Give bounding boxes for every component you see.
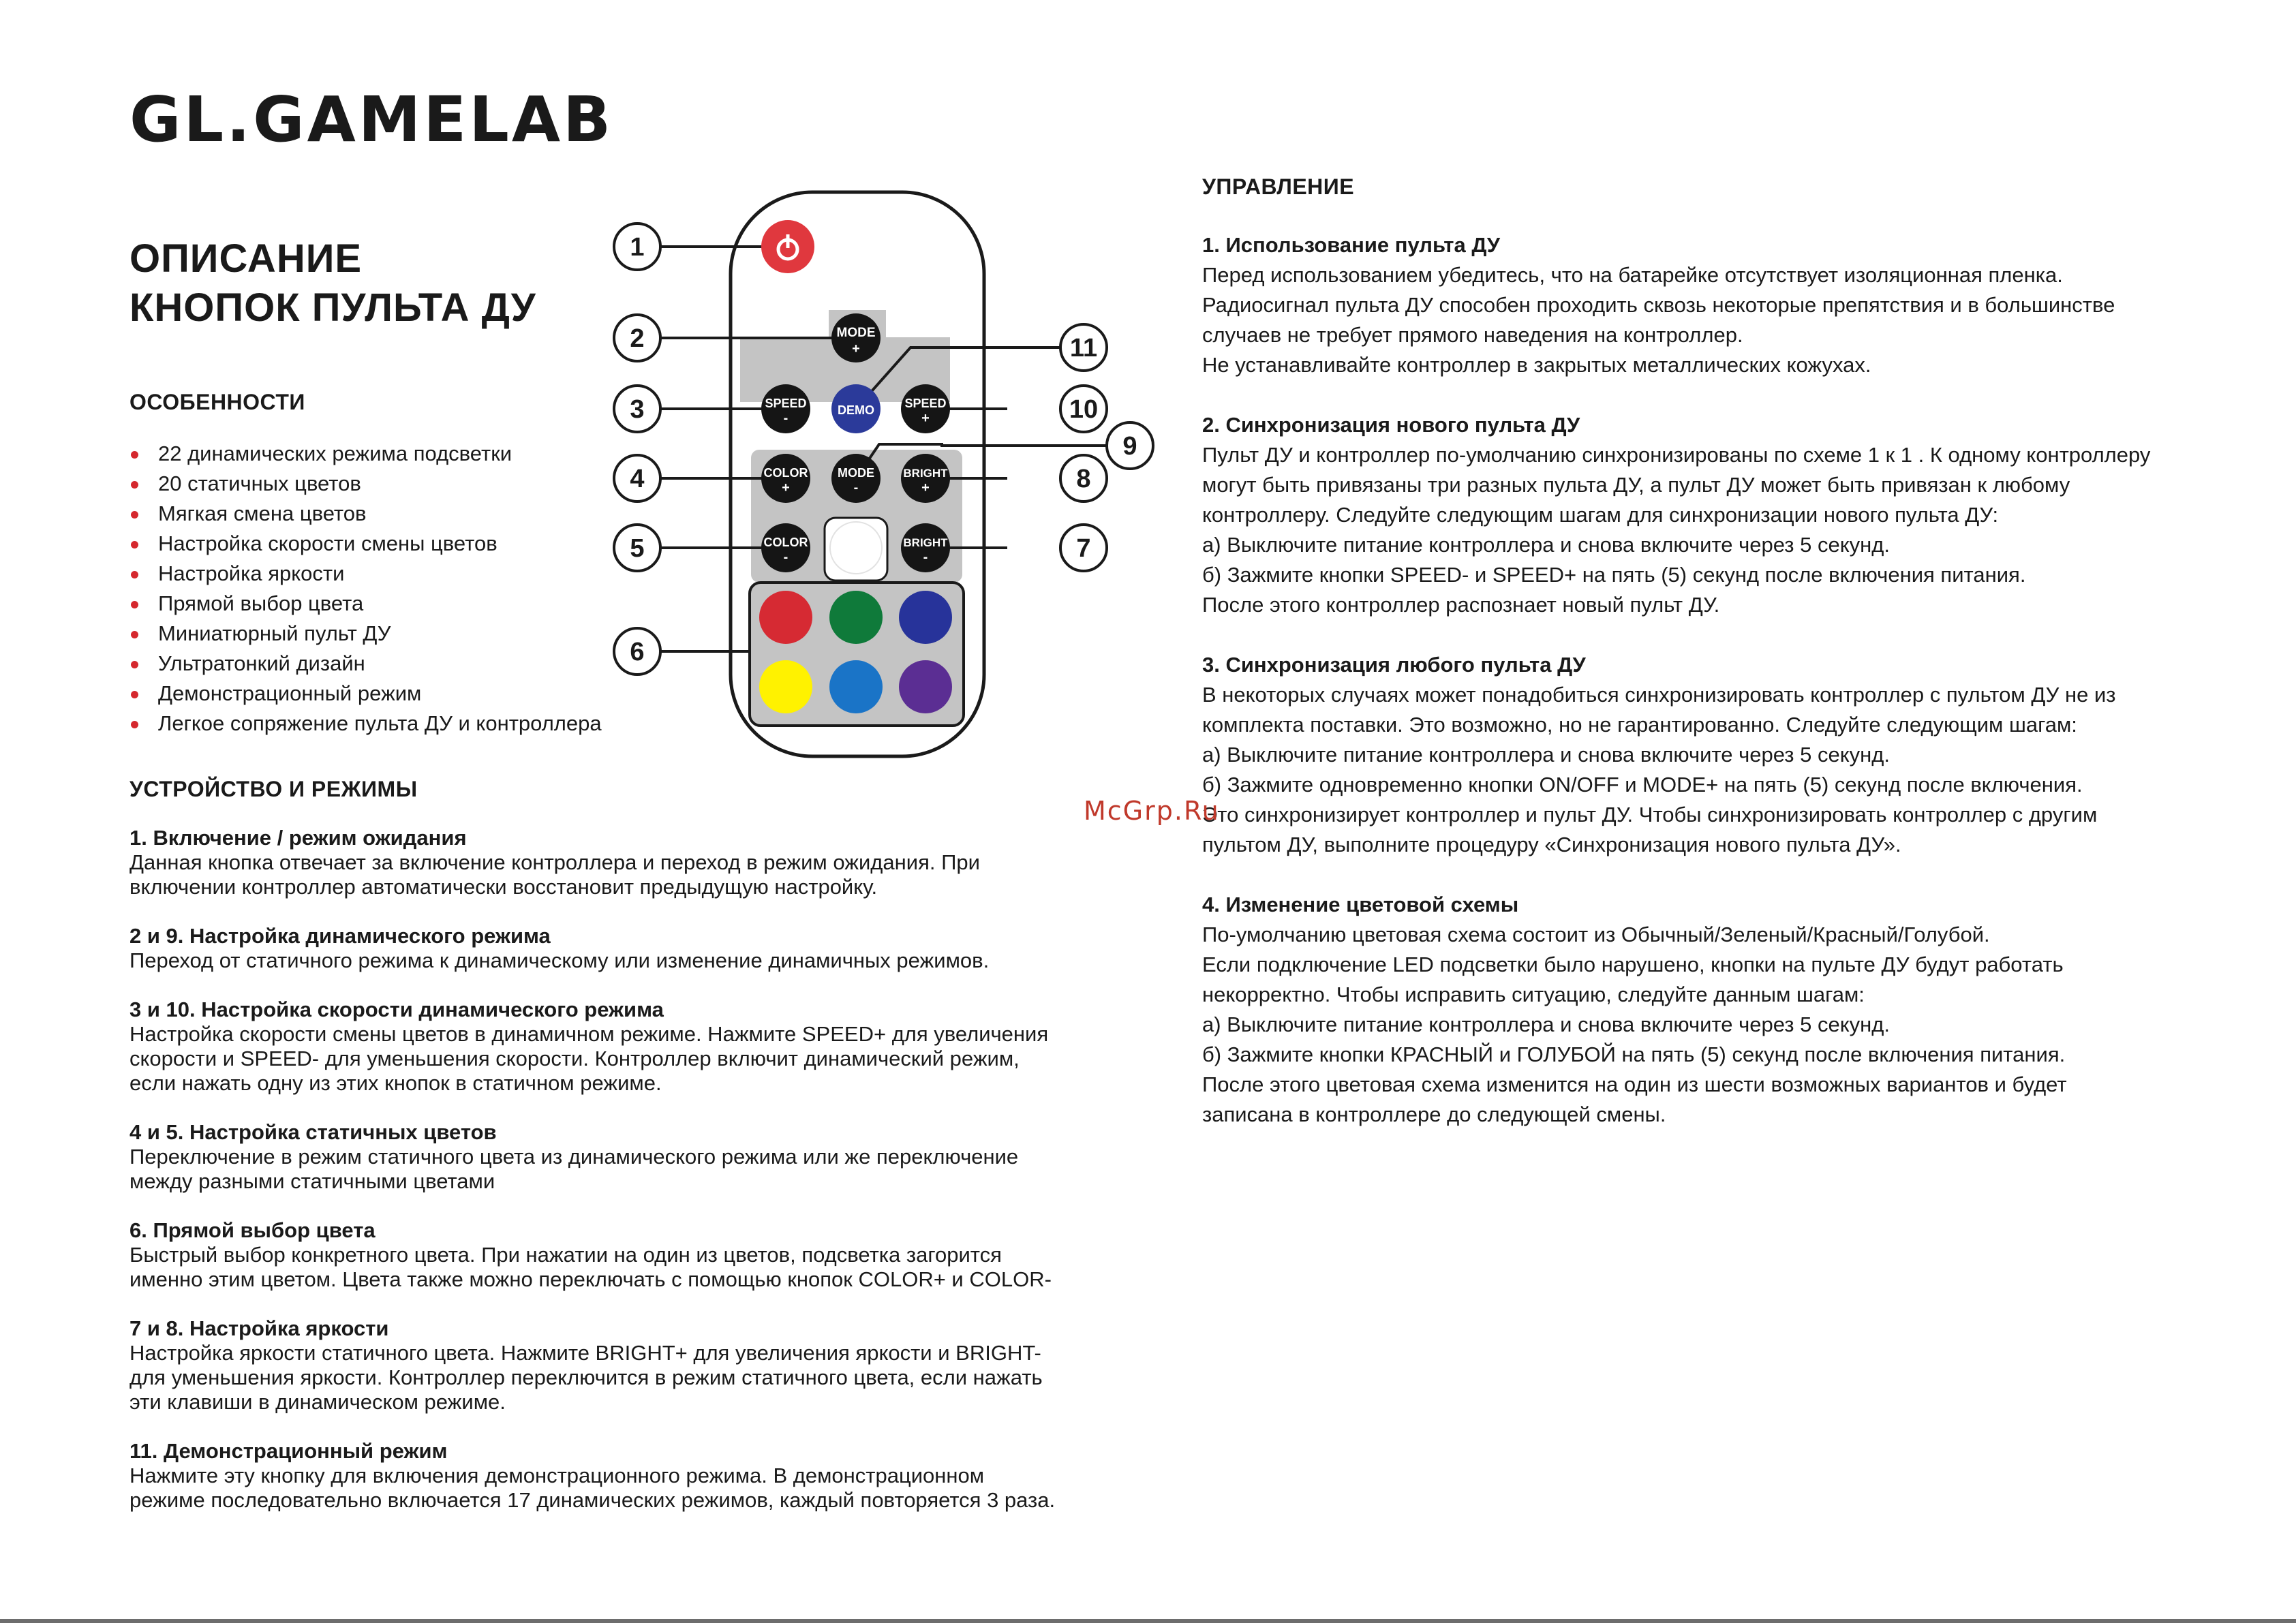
- device-section: [129, 1120, 1138, 1194]
- brand-logo: [129, 83, 614, 156]
- device-section: [129, 998, 1138, 1096]
- control-section-line: Не устанавливайте контроллер в закрытых металлических кожухах.: [1202, 353, 1871, 377]
- callout-1: 1: [630, 233, 645, 262]
- control-section-title: 1. Использование пульта ДУ: [1202, 233, 1501, 257]
- device-section-line: Нажмите эту кнопку для включения демонстрационного режима. В демонстрационном: [129, 1464, 985, 1487]
- device-section-title: 2 и 9. Настройка динамического режима: [129, 924, 551, 948]
- light-blue-button[interactable]: [829, 660, 883, 713]
- color-minus-button[interactable]: [761, 523, 810, 572]
- speed-plus-label: SPEED: [904, 397, 947, 410]
- device-section-line: Переключение в режим статичного цвета из динамического режима или же переключение: [129, 1145, 1019, 1169]
- control-sections: [1202, 230, 2224, 1160]
- bright-minus-label: BRIGHT: [903, 536, 948, 549]
- white-button[interactable]: [825, 518, 887, 581]
- bright-minus-sign: -: [923, 550, 928, 565]
- mode-minus-button[interactable]: [831, 454, 881, 503]
- purple-button[interactable]: [899, 660, 952, 713]
- mode-minus-label: MODE: [838, 466, 874, 480]
- control-section: [1202, 890, 2224, 1130]
- control-section-line: Радиосигнал пульта ДУ способен проходить сквозь некоторые препятствия и в большинстве: [1202, 293, 2115, 317]
- device-sections: [129, 826, 1138, 1537]
- feature-item: Демонстрационный режим: [129, 679, 602, 709]
- control-section: [1202, 230, 2224, 380]
- blue-button[interactable]: [899, 591, 952, 644]
- control-section-line: Если подключение LED подсветки было нарушено, кнопки на пульте ДУ будут работать: [1202, 953, 2064, 976]
- device-section-line: Данная кнопка отвечает за включение контроллера и переход в режим ожидания. При: [129, 850, 980, 874]
- device-heading: УСТРОЙСТВО И РЕЖИМЫ: [129, 777, 418, 801]
- device-section-title: 6. Прямой выбор цвета: [129, 1218, 376, 1242]
- control-section-line: записана в контроллере до следующей смены.: [1202, 1102, 1666, 1126]
- device-section-line: режиме последовательно включается 17 динамических режимов, каждый повторяется 3 раза.: [129, 1488, 1056, 1512]
- bright-minus-button[interactable]: [901, 523, 950, 572]
- color-minus-label: COLOR: [763, 536, 808, 549]
- control-section-line: Перед использованием убедитесь, что на батарейке отсутствует изоляционная пленка.: [1202, 263, 2063, 287]
- color-plus-label: COLOR: [763, 466, 808, 480]
- feature-item: 20 статичных цветов: [129, 469, 602, 499]
- feature-item: Прямой выбор цвета: [129, 589, 602, 619]
- yellow-button[interactable]: [759, 660, 812, 713]
- callout-9: 9: [1122, 432, 1137, 461]
- device-section-line: Быстрый выбор конкретного цвета. При нажатии на один из цветов, подсветка загорится: [129, 1243, 1002, 1267]
- callout-7: 7: [1076, 534, 1091, 563]
- device-section-title: 11. Демонстрационный режим: [129, 1439, 448, 1463]
- control-section-line: а) Выключите питание контроллера и снова включите через 5 секунд.: [1202, 1013, 1890, 1036]
- feature-item: 22 динамических режима подсветки: [129, 439, 602, 469]
- callout-8: 8: [1076, 465, 1091, 493]
- control-section-line: пультом ДУ, выполните процедуру «Синхронизация нового пульта ДУ».: [1202, 833, 1901, 856]
- callout-2: 2: [630, 324, 645, 353]
- page-title-line-2: КНОПОК ПУЛЬТА ДУ: [129, 285, 536, 330]
- mode-plus-button[interactable]: [831, 313, 881, 362]
- speed-plus-sign: +: [921, 411, 930, 426]
- mode-plus-label: MODE: [836, 326, 876, 340]
- device-section: [129, 1439, 1138, 1513]
- demo-label: DEMO: [838, 403, 874, 417]
- mode-minus-sign: -: [853, 480, 859, 495]
- bottom-rule: [0, 1619, 2296, 1623]
- control-section-line: комплекта поставки. Это возможно, но не гарантированно. Следуйте следующим шагам:: [1202, 713, 2077, 737]
- page-title-line-1: ОПИСАНИЕ: [129, 236, 363, 281]
- control-section-title: 3. Синхронизация любого пульта ДУ: [1202, 653, 1586, 677]
- watermark: McGrp.Ru: [1084, 796, 1220, 826]
- device-section-line: между разными статичными цветами: [129, 1169, 495, 1193]
- feature-item: Миниатюрный пульт ДУ: [129, 619, 602, 649]
- callout-10: 10: [1069, 395, 1099, 424]
- device-section-line: Переход от статичного режима к динамическому или изменение динамичных режимов.: [129, 948, 990, 972]
- control-section-line: После этого контроллер распознает новый пульт ДУ.: [1202, 593, 1720, 617]
- callout-6: 6: [630, 638, 645, 666]
- control-section-line: б) Зажмите кнопки SPEED- и SPEED+ на пять (5) секунд после включения питания.: [1202, 563, 2026, 587]
- bright-plus-label: BRIGHT: [903, 467, 948, 480]
- device-section-title: 3 и 10. Настройка скорости динамического режима: [129, 998, 664, 1021]
- control-section-line: б) Зажмите кнопки КРАСНЫЙ и ГОЛУБОЙ на пять (5) секунд после включения питания.: [1202, 1042, 2066, 1066]
- control-heading: УПРАВЛЕНИЕ: [1202, 174, 1355, 199]
- mode-plus-sign: +: [852, 341, 860, 356]
- speed-minus-sign: -: [783, 411, 789, 426]
- device-section-line: эти клавиши в динамическом режиме.: [129, 1390, 506, 1414]
- feature-item: Настройка скорости смены цветов: [129, 529, 602, 559]
- demo-button[interactable]: [831, 384, 881, 433]
- control-section-line: После этого цветовая схема изменится на один из шести возможных вариантов и будет: [1202, 1072, 2067, 1096]
- feature-item: Ультратонкий дизайн: [129, 649, 602, 679]
- device-section: [129, 924, 1138, 973]
- brand-logo-text: GL.GAMELAB: [129, 83, 614, 156]
- control-section-line: контроллеру. Следуйте следующим шагам для синхронизации нового пульта ДУ:: [1202, 503, 1999, 527]
- control-section-line: а) Выключите питание контроллера и снова включите через 5 секунд.: [1202, 533, 1890, 557]
- device-section-title: 7 и 8. Настройка яркости: [129, 1316, 389, 1340]
- callout-4: 4: [630, 465, 645, 493]
- device-section-line: именно этим цветом. Цвета также можно переключать с помощью кнопок COLOR+ и COLOR-: [129, 1267, 1052, 1291]
- control-section-title: 2. Синхронизация нового пульта ДУ: [1202, 413, 1580, 437]
- control-section-line: Это синхронизирует контроллер и пульт ДУ. Чтобы синхронизировать контроллер с другим: [1202, 803, 2098, 826]
- power-button[interactable]: [761, 220, 814, 273]
- control-section: [1202, 650, 2224, 860]
- control-section-line: случаев не требует прямого наведения на контроллер.: [1202, 323, 1743, 347]
- feature-item: Настройка яркости: [129, 559, 602, 589]
- device-section-title: 1. Включение / режим ожидания: [129, 826, 467, 850]
- device-section-line: если нажать одну из этих кнопок в статичном режиме.: [129, 1071, 662, 1095]
- device-section-line: скорости и SPEED- для уменьшения скорости. Контроллер включит динамический режим,: [129, 1047, 1020, 1070]
- control-section-line: По-умолчанию цветовая схема состоит из Обычный/Зеленый/Красный/Голубой.: [1202, 923, 1990, 946]
- control-section-title: 4. Изменение цветовой схемы: [1202, 893, 1519, 916]
- feature-item: Легкое сопряжение пульта ДУ и контроллера: [129, 709, 602, 739]
- device-section-line: для уменьшения яркости. Контроллер переключится в режим статичного цвета, если нажать: [129, 1365, 1043, 1389]
- device-section: [129, 1218, 1138, 1292]
- bright-plus-sign: +: [921, 480, 930, 495]
- control-section-line: а) Выключите питание контроллера и снова включите через 5 секунд.: [1202, 743, 1890, 767]
- color-minus-sign: -: [783, 550, 789, 565]
- control-section-line: некорректно. Чтобы исправить ситуацию, следуйте данным шагам:: [1202, 983, 1865, 1006]
- control-section-line: могут быть привязаны три разных пульта ДУ, а пульт ДУ может быть привязан к любому: [1202, 473, 2070, 497]
- remote-diagram: [600, 184, 1159, 770]
- speed-plus-button[interactable]: [901, 384, 950, 433]
- red-button[interactable]: [759, 591, 812, 644]
- features-heading: ОСОБЕННОСТИ: [129, 390, 305, 414]
- color-plus-button[interactable]: [761, 454, 810, 503]
- features-list: [129, 439, 602, 739]
- callout-5: 5: [630, 534, 645, 563]
- device-section: [129, 1316, 1138, 1415]
- device-section-line: Настройка скорости смены цветов в динамичном режиме. Нажмите SPEED+ для увеличения: [129, 1022, 1049, 1046]
- device-section: [129, 826, 1138, 899]
- device-section-line: включении контроллер автоматически восстановит предыдущую настройку.: [129, 875, 878, 899]
- green-button[interactable]: [829, 591, 883, 644]
- page-title: [129, 234, 536, 333]
- feature-item: Мягкая смена цветов: [129, 499, 602, 529]
- bright-plus-button[interactable]: [901, 454, 950, 503]
- color-plus-sign: +: [782, 480, 790, 495]
- speed-minus-label: SPEED: [765, 397, 807, 410]
- callout-3: 3: [630, 395, 645, 424]
- control-section-line: В некоторых случаях может понадобиться синхронизировать контроллер с пультом ДУ не из: [1202, 683, 2116, 707]
- control-section: [1202, 410, 2224, 620]
- callout-11: 11: [1069, 334, 1098, 362]
- control-section-line: б) Зажмите одновременно кнопки ON/OFF и MODE+ на пять (5) секунд после включения.: [1202, 773, 2083, 797]
- device-section-line: Настройка яркости статичного цвета. Нажмите BRIGHT+ для увеличения яркости и BRIGHT-: [129, 1341, 1041, 1365]
- speed-minus-button[interactable]: [761, 384, 810, 433]
- device-section-title: 4 и 5. Настройка статичных цветов: [129, 1120, 497, 1144]
- control-section-line: Пульт ДУ и контроллер по-умолчанию синхронизированы по схеме 1 к 1 . К одному контроллеру: [1202, 443, 2151, 467]
